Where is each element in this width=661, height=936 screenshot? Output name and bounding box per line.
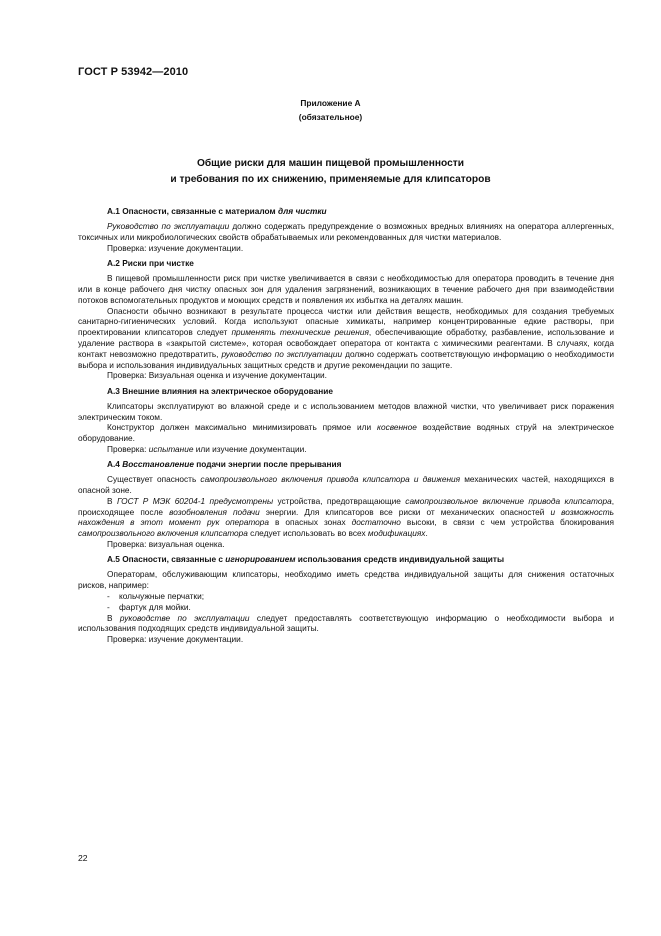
section-a5-paragraph-2: В руководстве по эксплуатации следует предоставлять соответствующую информацию о необходимости выбора и использования подходящих средств индивидуальной защиты. (78, 612, 614, 634)
list-item: - фартук для мойки. (107, 602, 614, 613)
title-line-1: Общие риски для машин пищевой промышленности (196, 158, 465, 169)
section-a3-check: Проверка: испытание или изучение документации. (107, 443, 307, 454)
annex-title: Приложение А (300, 98, 361, 108)
section-a3-paragraph-1: Клипсаторы эксплуатируют во влажной среде и с использованием методов влажной чистки, что увеличивает риск поражения электрическим током. (78, 400, 614, 422)
section-a3-paragraph-2: Конструктор должен максимально минимизировать прямое или косвенное воздействие водяных струй на электрическое оборудование. (78, 422, 615, 444)
section-a4-check: Проверка: визуальная оценка. (107, 539, 225, 550)
section-a5-heading: А.5 Опасности, связанные с игнорированием использования средств индивидуальной защиты (107, 554, 505, 565)
protection-list (78, 591, 614, 613)
section-a2-heading: А.2 Риски при чистке (107, 257, 194, 268)
section-a2-paragraph-1: В пищевой промышленности риск при чистке увеличивается в связи с необходимостью для оператора проводить в течение дня или в конце рабочего дня чистку опасных зон для удаления загрязнений, возникающих в течение рабочего дня при взаимодействии потоков вспомогательных продуктов и моющих средств и появления их избытка на деталях машин. (78, 273, 614, 305)
section-a5-paragraph-1: Операторам, обслуживающим клипсаторы, необходимо иметь средства индивидуальной защиты для снижения остаточных рисков, например: (78, 569, 614, 591)
document-body (78, 206, 614, 649)
section-a1-check: Проверка: изучение документации. (107, 242, 244, 253)
document-title (0, 156, 661, 188)
annex-heading (0, 96, 661, 124)
section-a3-heading: А.3 Внешние влияния на электрическое оборудование (107, 385, 333, 396)
section-a2-paragraph-2: Опасности обычно возникают в результате процесса чистки или действия веществ, необходимых для создания требуемых санитарно-гигиенических условий. Когда используют опасные химикаты, например концентрированные едкие растворы, при проектировании клипсаторов следует применять технические решения, обеспечивающие обработку, разбавление, использование и удаление раствора в «закрытой системе», которая освобождает оператора от контакта с химическими реагентами. В случаях, когда контакт невозможно предотвратить, руководство по эксплуатации должно содержать соответствующую информацию о необходимости выбора и использования индивидуальных защитных средств и другие рекомендации по защите. (78, 305, 615, 370)
section-a4-paragraph-2: В ГОСТ Р МЭК 60204-1 предусмотрены устройства, предотвращающие самопроизвольное включение привода клипсатора, происходящее после возобновления подачи энергии. Для клипсаторов все риски от механических опасностей и возможность нахождения в этот момент рук оператора в опасных зонах достаточно высоки, в связи с чем устройства блокирования самопроизвольного включения клипсатора следует использовать во всех модификациях. (78, 495, 615, 539)
section-a1-paragraph: Руководство по эксплуатации должно содержать предупреждение о возможных вредных влияниях на оператора аллергенных, токсичных или микробиологических свойств обрабатываемых или рекомендованных для чистки материалов. (78, 221, 614, 242)
section-a4-heading: А.4 Восстановление подачи энергии после прерывания (107, 459, 342, 470)
section-a1-heading: А.1 Опасности, связанные с материалом для чистки (107, 206, 327, 216)
standard-header: ГОСТ Р 53942—2010 (78, 66, 189, 78)
section-a4-paragraph-1: Существует опасность самопроизвольного включения привода клипсатора и движения механических частей, находящихся в опасной зоне. (78, 474, 614, 496)
section-a2-check: Проверка: Визуальная оценка и изучение документации. (107, 370, 327, 381)
page-number: 22 (78, 853, 88, 863)
title-line-2: и требования по их снижению, применяемые для клипсаторов (170, 174, 491, 185)
section-a5-check: Проверка: изучение документации. (107, 634, 244, 645)
annex-status: (обязательное) (298, 112, 363, 122)
list-item: - кольчужные перчатки; (107, 591, 614, 602)
